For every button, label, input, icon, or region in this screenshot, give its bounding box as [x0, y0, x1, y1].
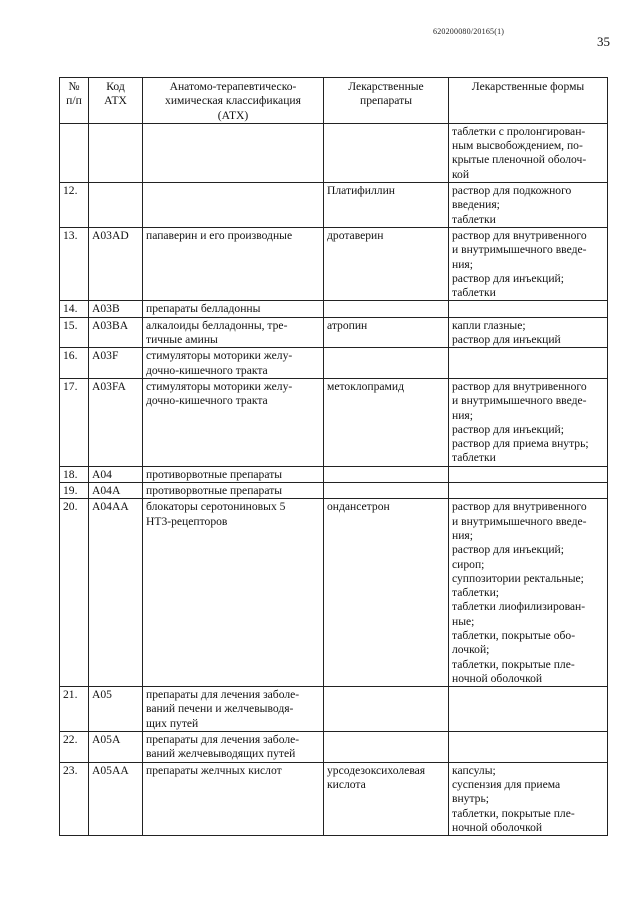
cell-atx-code: A04 — [89, 466, 143, 482]
cell-dosage-forms: капсулы; суспензия для приема внутрь; таблетки, покрытые пле- ночной оболочкой — [449, 762, 608, 835]
cell-classification: препараты для лечения заболе- ваний печени и желчевыводя- щих путей — [143, 687, 324, 732]
cell-drug — [324, 301, 449, 317]
page-number: 35 — [597, 34, 610, 49]
cell-dosage-forms: таблетки с пролонгирован- ным высвобождением, по- крытые пленочной оболоч- кой — [449, 123, 608, 182]
cell-dosage-forms — [449, 466, 608, 482]
table-row — [60, 687, 608, 732]
cell-atx-code: A05 — [89, 687, 143, 732]
cell-classification: противорвотные препараты — [143, 466, 324, 482]
cell-atx-code: A04AA — [89, 499, 143, 687]
cell-atx-code: A05A — [89, 732, 143, 763]
cell-dosage-forms: раствор для внутривенного и внутримышечного введе- ния; раствор для инъекций; раствор для приема внутрь; таблетки — [449, 378, 608, 466]
cell-atx-code — [89, 123, 143, 182]
cell-classification: противорвотные препараты — [143, 483, 324, 499]
cell-number: 12. — [60, 183, 89, 228]
cell-dosage-forms — [449, 687, 608, 732]
document-number: 620200080/20165(1) — [433, 27, 505, 36]
cell-number: 19. — [60, 483, 89, 499]
cell-number — [60, 123, 89, 182]
cell-drug — [324, 123, 449, 182]
cell-classification: папаверин и его производные — [143, 227, 324, 300]
table-row — [60, 227, 608, 300]
cell-number: 21. — [60, 687, 89, 732]
cell-drug: ондансетрон — [324, 499, 449, 687]
cell-atx-code: A04A — [89, 483, 143, 499]
cell-drug: дротаверин — [324, 227, 449, 300]
cell-dosage-forms — [449, 301, 608, 317]
cell-atx-code — [89, 183, 143, 228]
cell-number: 20. — [60, 499, 89, 687]
cell-number: 17. — [60, 378, 89, 466]
cell-drug — [324, 348, 449, 379]
table-row — [60, 378, 608, 466]
cell-number: 18. — [60, 466, 89, 482]
cell-dosage-forms — [449, 732, 608, 763]
column-header-drugs: Лекарственные препараты — [324, 78, 449, 124]
cell-classification: алкалоиды белладонны, тре- тичные амины — [143, 317, 324, 348]
atx-drug-table — [59, 77, 608, 836]
column-header-number: № п/п — [60, 78, 89, 124]
cell-classification — [143, 123, 324, 182]
cell-dosage-forms — [449, 483, 608, 499]
cell-classification — [143, 183, 324, 228]
cell-dosage-forms: капли глазные; раствор для инъекций — [449, 317, 608, 348]
table-header-row — [60, 78, 608, 124]
cell-atx-code: A03F — [89, 348, 143, 379]
table-row — [60, 499, 608, 687]
cell-dosage-forms — [449, 348, 608, 379]
column-header-atx-code: Код АТХ — [89, 78, 143, 124]
cell-atx-code: A03FA — [89, 378, 143, 466]
cell-drug — [324, 483, 449, 499]
cell-dosage-forms: раствор для внутривенного и внутримышечного введе- ния; раствор для инъекций; сироп; суппозитории ректальные; таблетки; таблетки лиофилизирован- ные; таблетки, покрытые обо- лочкой; таблетки, покрытые пле- ночной оболочкой — [449, 499, 608, 687]
cell-number: 13. — [60, 227, 89, 300]
cell-number: 16. — [60, 348, 89, 379]
table-row — [60, 483, 608, 499]
cell-drug: атропин — [324, 317, 449, 348]
cell-atx-code: A03B — [89, 301, 143, 317]
table-row — [60, 348, 608, 379]
cell-drug — [324, 732, 449, 763]
cell-dosage-forms: раствор для внутривенного и внутримышечного введе- ния; раствор для инъекций; таблетки — [449, 227, 608, 300]
cell-drug — [324, 466, 449, 482]
table-row — [60, 123, 608, 182]
table-row — [60, 466, 608, 482]
column-header-atx-classification: Анатомо-терапевтическо- химическая классификация (АТХ) — [143, 78, 324, 124]
cell-number: 22. — [60, 732, 89, 763]
table-row — [60, 317, 608, 348]
cell-atx-code: A03AD — [89, 227, 143, 300]
table-row — [60, 732, 608, 763]
cell-drug: Платифиллин — [324, 183, 449, 228]
column-header-dosage-forms: Лекарственные формы — [449, 78, 608, 124]
cell-atx-code: A05AA — [89, 762, 143, 835]
cell-drug: метоклопрамид — [324, 378, 449, 466]
cell-number: 23. — [60, 762, 89, 835]
cell-classification: препараты для лечения заболе- ваний желчевыводящих путей — [143, 732, 324, 763]
cell-atx-code: A03BA — [89, 317, 143, 348]
cell-classification: стимуляторы моторики желу- дочно-кишечного тракта — [143, 348, 324, 379]
cell-classification: препараты желчных кислот — [143, 762, 324, 835]
cell-drug: урсодезоксихолевая кислота — [324, 762, 449, 835]
table-row — [60, 762, 608, 835]
cell-dosage-forms: раствор для подкожного введения; таблетки — [449, 183, 608, 228]
table-row — [60, 183, 608, 228]
table-row — [60, 301, 608, 317]
cell-classification: блокаторы серотониновых 5 НТ3-рецепторов — [143, 499, 324, 687]
cell-classification: стимуляторы моторики желу- дочно-кишечного тракта — [143, 378, 324, 466]
cell-number: 15. — [60, 317, 89, 348]
cell-classification: препараты белладонны — [143, 301, 324, 317]
cell-drug — [324, 687, 449, 732]
cell-number: 14. — [60, 301, 89, 317]
